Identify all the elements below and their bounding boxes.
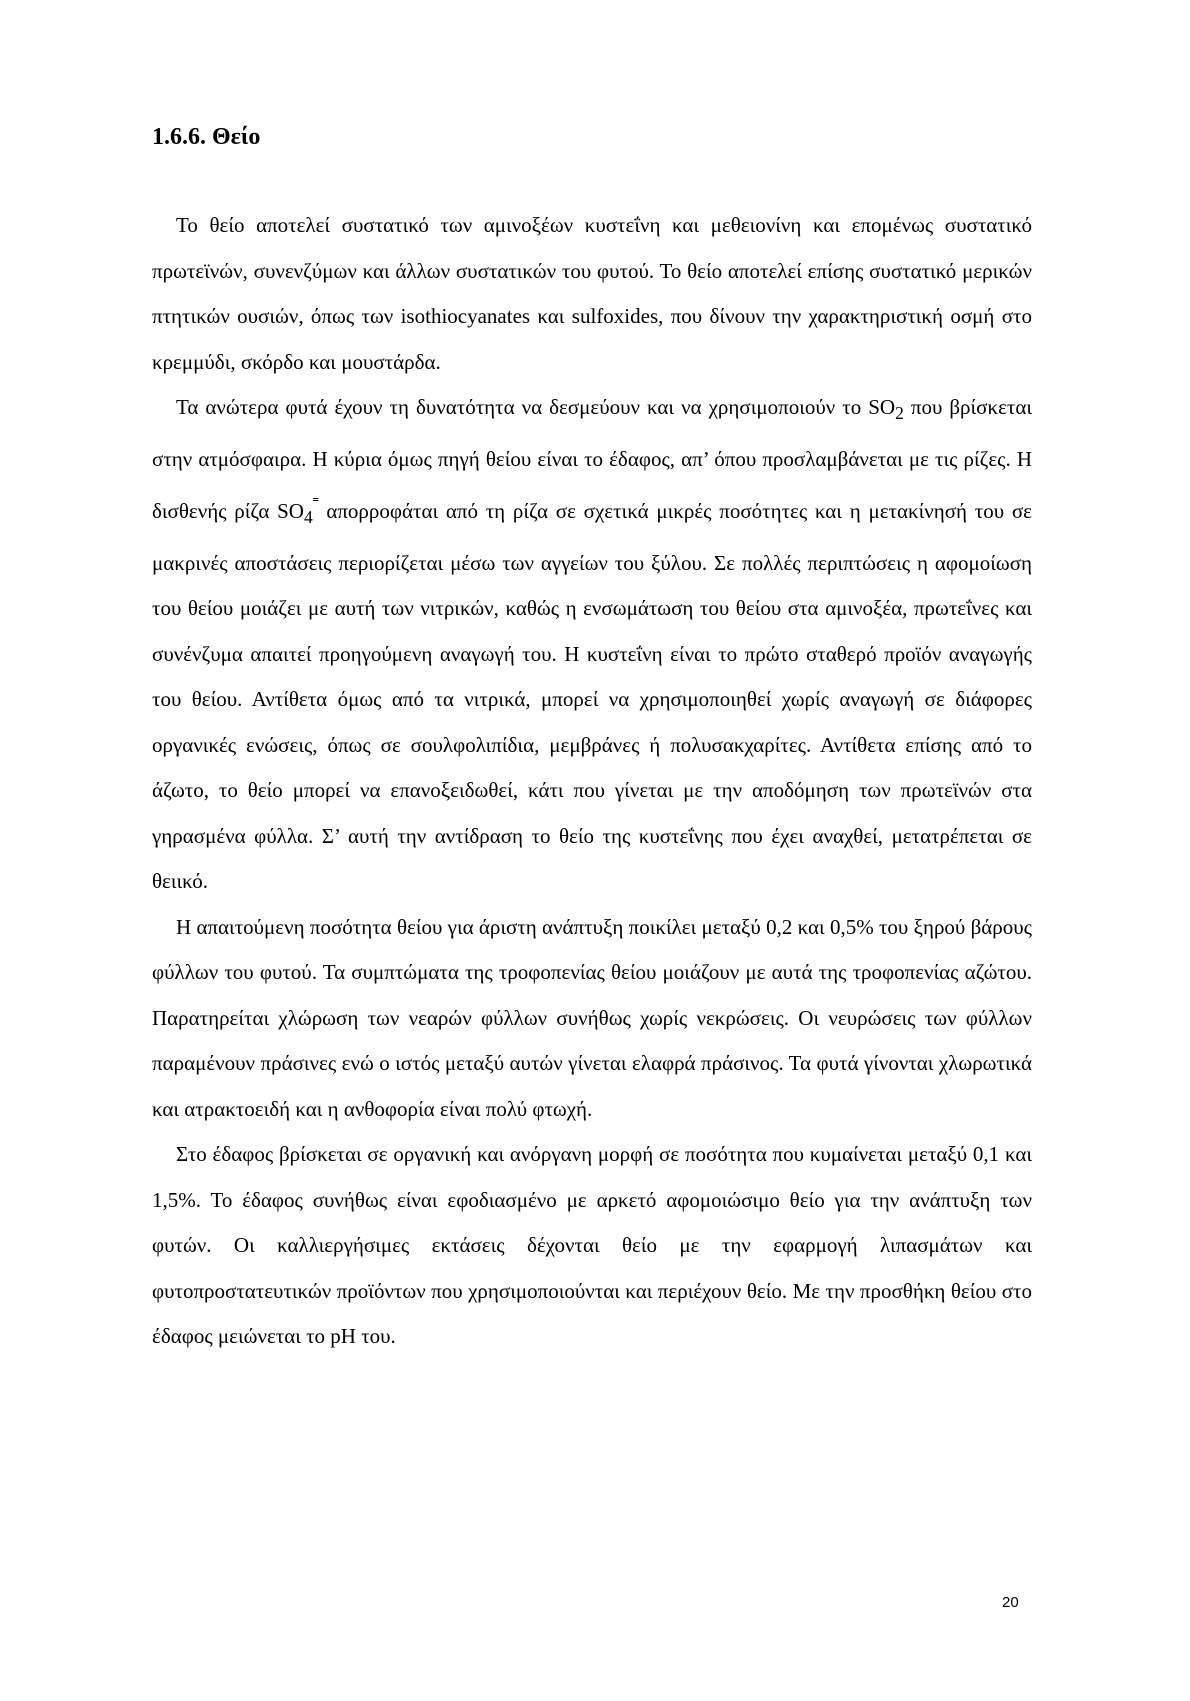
section-title: 1.6.6. Θείο <box>152 124 261 150</box>
paragraph-4 <box>152 1132 1032 1360</box>
paragraph-2-text-a: Τα ανώτερα φυτά έχουν τη δυνατότητα να δεσμεύουν και να χρησιμοποιούν το SO <box>176 395 896 419</box>
body-text <box>152 203 1032 1360</box>
so2-subscript: 2 <box>895 403 904 424</box>
page-number: 20 <box>1002 1594 1019 1611</box>
paragraph-2-text-c: απορροφάται από τη ρίζα σε σχετικά μικρές ποσότητες και η μετακίνησή του σε μακρινές αποστάσεις περιορίζεται μέσω των αγγείων του ξύλου. Σε πολλές περιπτώσεις η αφομοίωση του θείου μοιάζει με αυτή των νιτρικών, καθώς η ενσωμάτωση του θείου στα αμινοξέα, πρωτεΐνες και συνένζυμα απαιτεί προηγούμενη αναγωγή του. Η κυστεΐνη είναι το πρώτο σταθερό προϊόν αναγωγής του θείου. Αντίθετα όμως από τα νιτρικά, μπορεί να χρησιμοποιηθεί χωρίς αναγωγή σε διάφορες οργανικές ενώσεις, όπως σε σουλφολιπίδια, μεμβράνες ή πολυσακχαρίτες. Αντίθετα επίσης από το άζωτο, το θείο μπορεί να επανοξειδωθεί, κάτι που γίνεται με την αποδόμηση των πρωτεϊνών στα γηρασμένα φύλλα. Σ’ αυτή την αντίδραση το θείο της κυστεΐνης που έχει αναχθεί, μετατρέπεται σε θειικό. <box>152 499 1032 894</box>
paragraph-1-text: Το θείο αποτελεί συστατικό των αμινοξέων κυστεΐνη και μεθειονίνη και επομένως συστατικό πρωτεϊνών, συνενζύμων και άλλων συστατικών του φυτού. Το θείο αποτελεί επίσης συστατικό μερικών πτητικών ουσιών, όπως των isothiocyanates και sulfoxides, που δίνουν την χαρακτηριστική οσμή στο κρεμμύδι, σκόρδο και μουστάρδα. <box>152 213 1032 374</box>
paragraph-2-text-b: που βρίσκεται στην ατμόσφαιρα. Η κύρια όμως πηγή θείου είναι το έδαφος, απ’ όπου προσλαμβάνεται με τις ρίζες. Η δισθενής ρίζα SO <box>152 395 1032 524</box>
paragraph-4-text: Στο έδαφος βρίσκεται σε οργανική και ανόργανη μορφή σε ποσότητα που κυμαίνεται μεταξύ 0,1 και 1,5%. Το έδαφος συνήθως είναι εφοδιασμένο με αρκετό αφομοιώσιμο θείο για την ανάπτυξη των φυτών. Οι καλλιεργήσιμες εκτάσεις δέχονται θείο με την εφαρμογή λιπασμάτων και φυτοπροστατευτικών προϊόντων που χρησιμοποιούνται και περιέχουν θείο. Με την προσθήκη θείου στο έδαφος μειώνεται το pH του. <box>152 1142 1032 1349</box>
paragraph-2 <box>152 385 1032 905</box>
paragraph-1 <box>152 203 1032 385</box>
so4-subscript: 4 <box>303 507 313 528</box>
so4-charge-superscript: ˭ <box>312 494 319 515</box>
paragraph-3 <box>152 905 1032 1133</box>
paragraph-3-text: Η απαιτούμενη ποσότητα θείου για άριστη ανάπτυξη ποικίλει μεταξύ 0,2 και 0,5% του ξηρού βάρους φύλλων του φυτού. Τα συμπτώματα της τροφοπενίας θείου μοιάζουν με αυτά της τροφοπενίας αζώτου. Παρατηρείται χλώρωση των νεαρών φύλλων συνήθως χωρίς νεκρώσεις. Οι νευρώσεις των φύλλων παραμένουν πράσινες ενώ ο ιστός μεταξύ αυτών γίνεται ελαφρά πράσινος. Τα φυτά γίνονται χλωρωτικά και ατρακτοειδή και η ανθοφορία είναι πολύ φτωχή. <box>152 914 1032 1121</box>
